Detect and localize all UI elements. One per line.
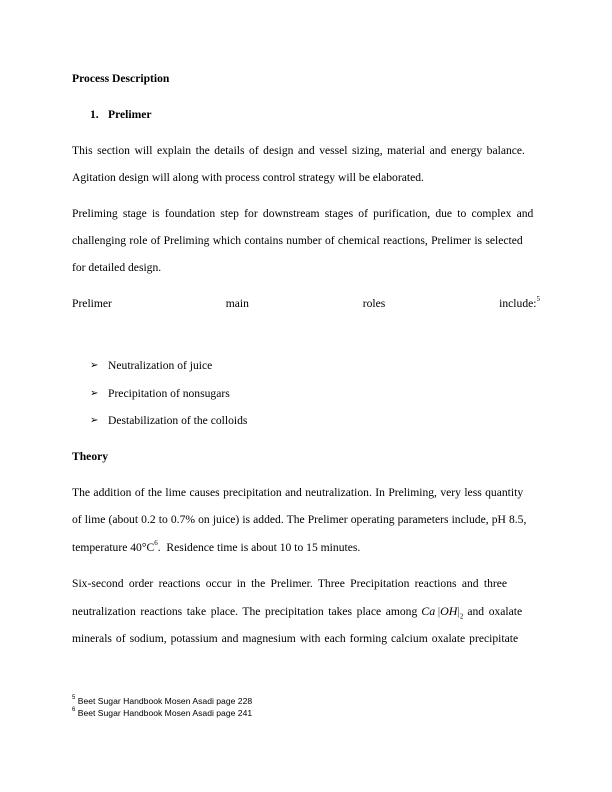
paragraph3-line3-text-b: . Residence time is about 10 to 15 minutes.: [157, 541, 361, 554]
footnote-6: [72, 708, 252, 718]
paragraph2-line2: challenging role of Preliming which contains number of chemical reactions, Prelimer is selected: [72, 234, 523, 247]
heading-number: 1.: [90, 108, 99, 121]
heading-prelimer: [90, 108, 558, 121]
formula-subscript: 2: [459, 612, 464, 621]
paragraph1-line1: [72, 144, 540, 157]
paragraph4-line2: [72, 604, 540, 620]
formula-bracket-open: |: [435, 604, 441, 618]
calcium-hydroxide-formula: [417, 604, 467, 621]
footnote-marker: 6: [72, 707, 76, 714]
theory-heading: Theory: [72, 450, 109, 463]
paragraph1-line2: Agitation design will along with process control strategy will be elaborated.: [72, 171, 424, 184]
bullet-text: Precipitation of nonsugars: [108, 387, 230, 400]
paragraph3-line3-text-a: temperature 40°C: [72, 541, 155, 554]
paragraph4-line2-text-b: and oxalate: [467, 605, 523, 618]
bullet-text: Destabilization of the colloids: [108, 414, 248, 427]
roles-word-4: [499, 297, 540, 310]
roles-word-1: Prelimer: [72, 297, 112, 310]
paragraph2-line1: Preliming stage is foundation step for downstream stages of purification, due to complex and: [72, 207, 534, 220]
paragraph4-line1: Six-second order reactions occur in the Prelimer. Three Precipitation reactions and three: [72, 577, 508, 590]
roles-word-3: roles: [362, 297, 386, 310]
roles-word-2: main: [225, 297, 249, 310]
paragraph4-line2-text-a: neutralization reactions take place. The precipitation takes place among: [72, 605, 418, 618]
paragraph3-line3: [72, 541, 540, 554]
bullet-item: [90, 387, 230, 400]
footnote-marker: 5: [72, 695, 76, 702]
heading-title: Prelimer: [108, 108, 152, 121]
footnote-ref-5: 5: [536, 295, 540, 304]
paragraph2-line3: for detailed design.: [72, 261, 162, 274]
formula-ca: Ca: [421, 604, 436, 618]
roles-line: [72, 297, 540, 310]
footnote-5: [72, 696, 252, 706]
section-title: Process Description: [72, 72, 170, 85]
arrow-bullet-icon: ➢: [90, 388, 99, 399]
arrow-bullet-icon: ➢: [90, 360, 99, 371]
formula-oh: OH: [440, 604, 458, 618]
formula-bracket-close: |: [457, 604, 460, 618]
footnote-text: Beet Sugar Handbook Mosen Asadi page 228: [77, 696, 253, 706]
footnote-ref-6: 6: [154, 539, 158, 548]
footnote-text: Beet Sugar Handbook Mosen Asadi page 241: [77, 708, 253, 718]
bullet-item: [90, 359, 212, 372]
arrow-bullet-icon: ➢: [90, 415, 99, 426]
paragraph4-line3: minerals of sodium, potassium and magnesium with each forming calcium oxalate precipitate: [72, 632, 519, 645]
bullet-text: Neutralization of juice: [108, 359, 213, 372]
bullet-item: [90, 414, 247, 427]
paragraph3-line1: The addition of the lime causes precipitation and neutralization. In Preliming, very less quantity: [72, 486, 524, 499]
roles-word-4-text: include:: [499, 297, 537, 310]
paragraph-text: This section will explain the details of design and vessel sizing, material and energy balance.: [72, 144, 525, 157]
paragraph3-line2: of lime (about 0.2 to 0.7% on juice) is added. The Prelimer operating parameters include, pH 8.5,: [72, 513, 527, 526]
